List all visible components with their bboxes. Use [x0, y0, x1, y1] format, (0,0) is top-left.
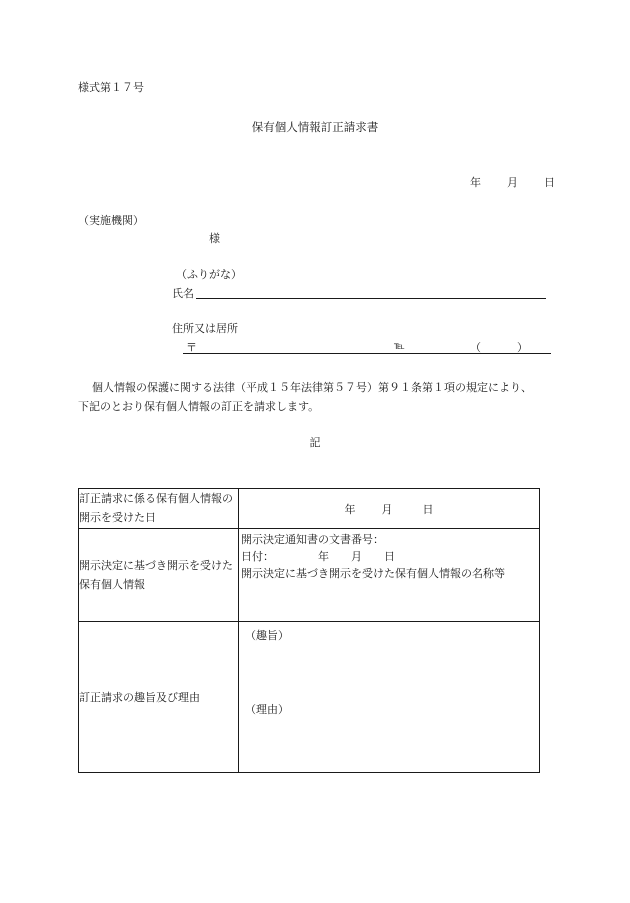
disclosure-date-field[interactable]	[239, 489, 540, 529]
doc-number-label: 開示決定通知書の文書番号：	[241, 533, 384, 546]
paren-close: ）	[517, 341, 528, 354]
day-label: 日	[384, 550, 395, 563]
month-label: 月	[381, 502, 393, 516]
furigana-label: （ふりがな）	[176, 268, 242, 281]
date-label: 日付：	[241, 550, 274, 563]
purpose-label: （趣旨）	[245, 629, 289, 642]
day-label: 日	[422, 502, 434, 516]
month-label: 月	[507, 176, 518, 189]
address-label: 住所又は居所	[172, 322, 238, 335]
tel-parentheses	[470, 342, 528, 353]
postal-mark: 〒	[186, 341, 197, 354]
paren-open: （	[470, 341, 481, 354]
statement-line-1: 個人情報の保護に関する法律（平成１５年法律第５７号）第９１条第１項の規定により、	[92, 381, 532, 394]
disclosed-info-field[interactable]	[239, 529, 540, 622]
request-date	[470, 177, 555, 188]
purpose-reason-label: 訂正請求の趣旨及び理由	[79, 622, 239, 773]
disclosure-date-label: 訂正請求に係る保有個人情報の開示を受けた日	[79, 489, 239, 529]
page-title: 保有個人情報訂正請求書	[251, 120, 379, 134]
table-row	[79, 529, 540, 622]
disclosed-info-label: 開示決定に基づき開示を受けた保有個人情報	[79, 529, 239, 622]
table-row	[79, 489, 540, 529]
reason-label: （理由）	[245, 703, 289, 716]
year-label: 年	[318, 550, 329, 563]
month-label: 月	[351, 550, 362, 563]
request-table	[78, 488, 540, 773]
year-label: 年	[470, 176, 481, 189]
agency-label: （実施機関）	[78, 214, 144, 227]
name-field[interactable]	[196, 298, 546, 299]
purpose-reason-field[interactable]	[239, 622, 540, 773]
notice-date	[239, 548, 539, 565]
year-label: 年	[344, 502, 356, 516]
day-label: 日	[544, 176, 555, 189]
request-statement	[78, 378, 558, 416]
ki-heading: 記	[309, 436, 321, 449]
info-name-label: 開示決定に基づき開示を受けた保有個人情報の名称等	[241, 567, 505, 580]
address-field[interactable]	[183, 353, 551, 354]
tel-mark: ℡	[394, 341, 405, 352]
name-label: 氏名	[172, 287, 194, 300]
honorific: 様	[209, 232, 220, 245]
table-row	[79, 622, 540, 773]
form-number: 様式第１７号	[78, 81, 144, 94]
statement-line-2: 下記のとおり保有個人情報の訂正を請求します。	[78, 400, 320, 413]
